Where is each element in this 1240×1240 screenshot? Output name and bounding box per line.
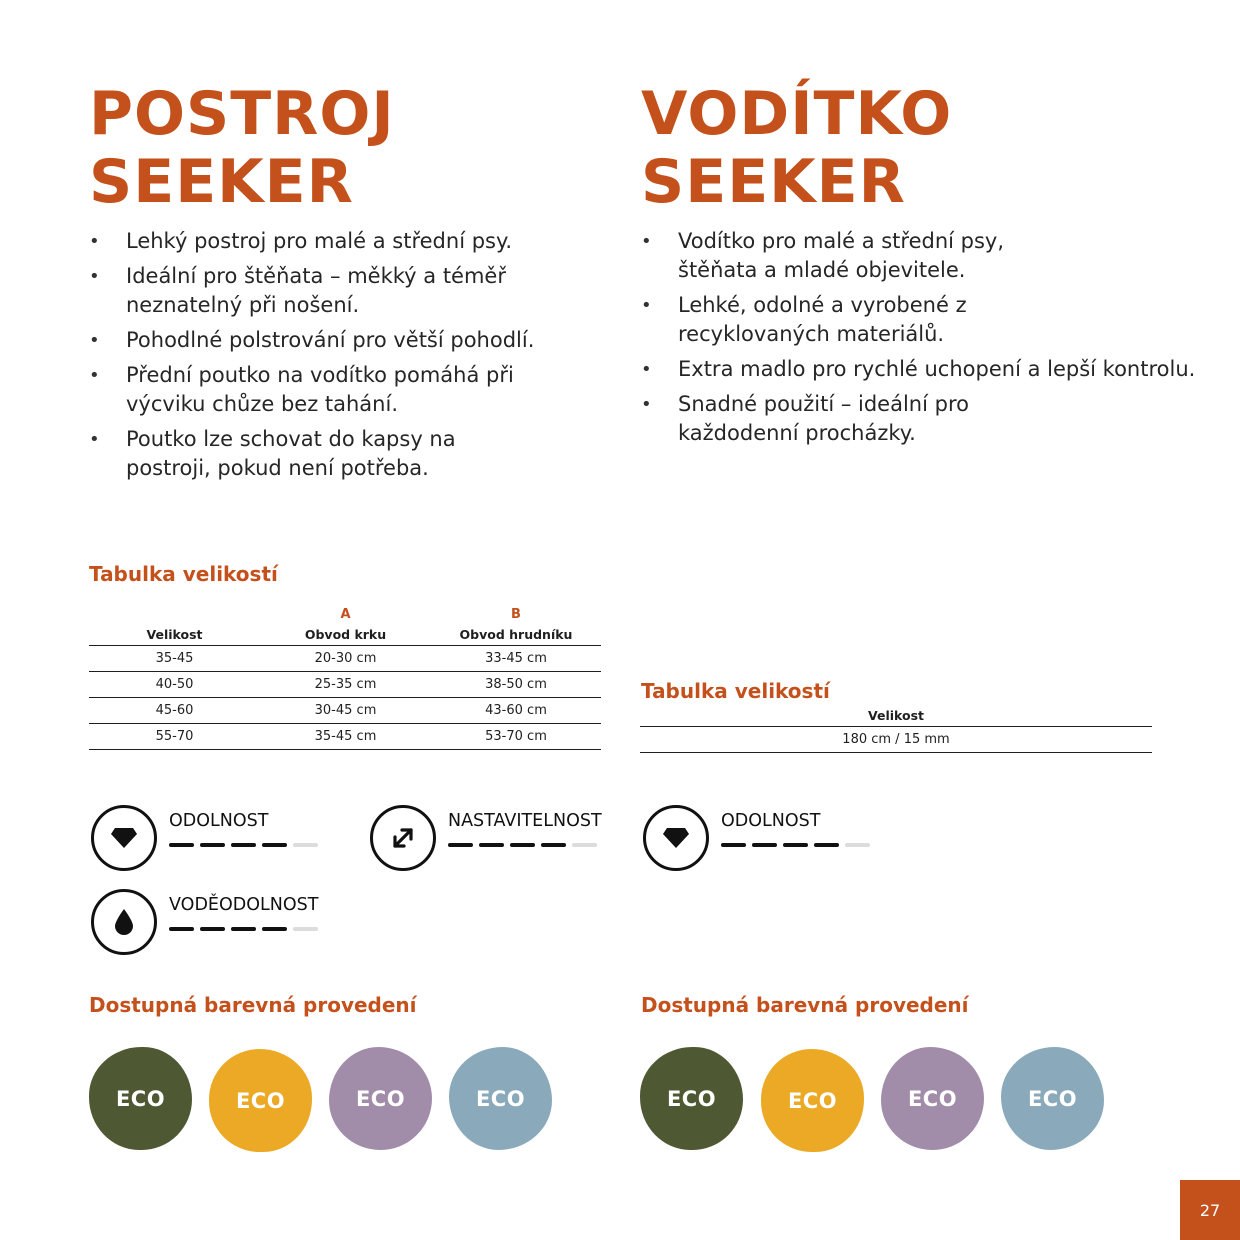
table-cell: 55-70 (89, 724, 260, 750)
leash-title-line1: VODÍTKO (641, 79, 953, 149)
column-letter-b: B (511, 607, 521, 622)
rating-dash-empty (845, 843, 870, 847)
leash-features-list (641, 227, 1201, 454)
leash-colors-heading: Dostupná barevná provedení (641, 993, 969, 1017)
table-cell: 45-60 (89, 698, 260, 724)
table-row (89, 724, 601, 750)
table-row (640, 727, 1152, 753)
column-letter-a: A (340, 607, 351, 622)
leash-title-line2: SEEKER (641, 147, 906, 217)
feature-label: ODOLNOST (721, 811, 821, 831)
diamond-icon (643, 805, 709, 871)
list-item: • Pohodlné polstrování pro větší pohodlí. (89, 326, 559, 355)
list-item: • Snadné použití – ideální pro každodenní procházky. (641, 390, 998, 448)
harness-title (89, 80, 395, 216)
color-swatch-yellow[interactable]: ECO (761, 1049, 864, 1152)
column-header-size: Velikost (640, 708, 1152, 727)
rating-dash-empty (572, 843, 597, 847)
table-cell: 35-45 (89, 646, 260, 672)
column-header-neck: A Obvod krku (260, 607, 431, 646)
table-row (89, 698, 601, 724)
rating-dash-filled (200, 843, 225, 847)
rating-dash-filled (541, 843, 566, 847)
rating-bar (169, 843, 318, 847)
rating-dash-filled (262, 927, 287, 931)
rating-dash-empty (293, 843, 318, 847)
harness-colors-heading: Dostupná barevná provedení (89, 993, 417, 1017)
harness-title-line2: SEEKER (89, 147, 354, 217)
feature-label: VODĚODOLNOST (169, 895, 319, 915)
rating-dash-filled (262, 843, 287, 847)
rating-dash-filled (448, 843, 473, 847)
column-header-chest: B Obvod hrudníku (431, 607, 601, 646)
feature-label: ODOLNOST (169, 811, 269, 831)
rating-bar (721, 843, 870, 847)
resize-arrows-icon (370, 805, 436, 871)
column-header-size: Velikost (89, 607, 260, 646)
table-cell: 33-45 cm (431, 646, 601, 672)
diamond-icon (91, 805, 157, 871)
leash-size-table (640, 708, 1152, 753)
list-item: • Extra madlo pro rychlé uchopení a lepší kontrolu. (641, 355, 1201, 384)
list-item: • Lehký postroj pro malé a střední psy. (89, 227, 559, 256)
table-cell: 43-60 cm (431, 698, 601, 724)
rating-dash-filled (721, 843, 746, 847)
color-swatch-blue[interactable]: ECO (1001, 1047, 1104, 1150)
color-swatch-olive[interactable]: ECO (89, 1047, 192, 1150)
rating-dash-filled (169, 927, 194, 931)
color-swatch-lilac[interactable]: ECO (881, 1047, 984, 1150)
table-cell: 53-70 cm (431, 724, 601, 750)
table-cell: 38-50 cm (431, 672, 601, 698)
harness-title-line1: POSTROJ (89, 79, 395, 149)
list-item: • Ideální pro štěňata – měkký a téměř neznatelný při nošení. (89, 262, 526, 320)
list-item: • Poutko lze schovat do kapsy na postroji, pokud není potřeba. (89, 425, 506, 483)
table-cell: 25-35 cm (260, 672, 431, 698)
rating-bar (448, 843, 597, 847)
rating-dash-filled (752, 843, 777, 847)
table-row (89, 672, 601, 698)
rating-dash-filled (231, 927, 256, 931)
water-drop-icon (91, 889, 157, 955)
table-cell: 35-45 cm (260, 724, 431, 750)
list-item: • Vodítko pro malé a střední psy, štěňata a mladé objevitele. (641, 227, 1018, 285)
harness-features-list (89, 227, 559, 489)
rating-dash-filled (231, 843, 256, 847)
rating-dash-filled (783, 843, 808, 847)
color-swatch-blue[interactable]: ECO (449, 1047, 552, 1150)
list-item: • Přední poutko na vodítko pomáhá při výcviku chůze bez tahání. (89, 361, 526, 419)
leash-size-table-heading: Tabulka velikostí (641, 679, 830, 703)
rating-bar (169, 927, 318, 931)
leash-title (641, 80, 952, 216)
color-swatch-yellow[interactable]: ECO (209, 1049, 312, 1152)
table-row (89, 646, 601, 672)
rating-dash-filled (814, 843, 839, 847)
page-number: 27 (1180, 1180, 1240, 1240)
rating-dash-filled (479, 843, 504, 847)
rating-dash-filled (169, 843, 194, 847)
list-item: • Lehké, odolné a vyrobené z recyklovaných materiálů. (641, 291, 998, 349)
table-cell: 40-50 (89, 672, 260, 698)
table-cell: 20-30 cm (260, 646, 431, 672)
color-swatch-lilac[interactable]: ECO (329, 1047, 432, 1150)
rating-dash-filled (510, 843, 535, 847)
table-cell: 180 cm / 15 mm (640, 727, 1152, 753)
harness-size-table-heading: Tabulka velikostí (89, 562, 278, 586)
table-cell: 30-45 cm (260, 698, 431, 724)
harness-size-table (89, 607, 601, 750)
color-swatch-olive[interactable]: ECO (640, 1047, 743, 1150)
feature-label: NASTAVITELNOST (448, 811, 602, 831)
rating-dash-empty (293, 927, 318, 931)
rating-dash-filled (200, 927, 225, 931)
